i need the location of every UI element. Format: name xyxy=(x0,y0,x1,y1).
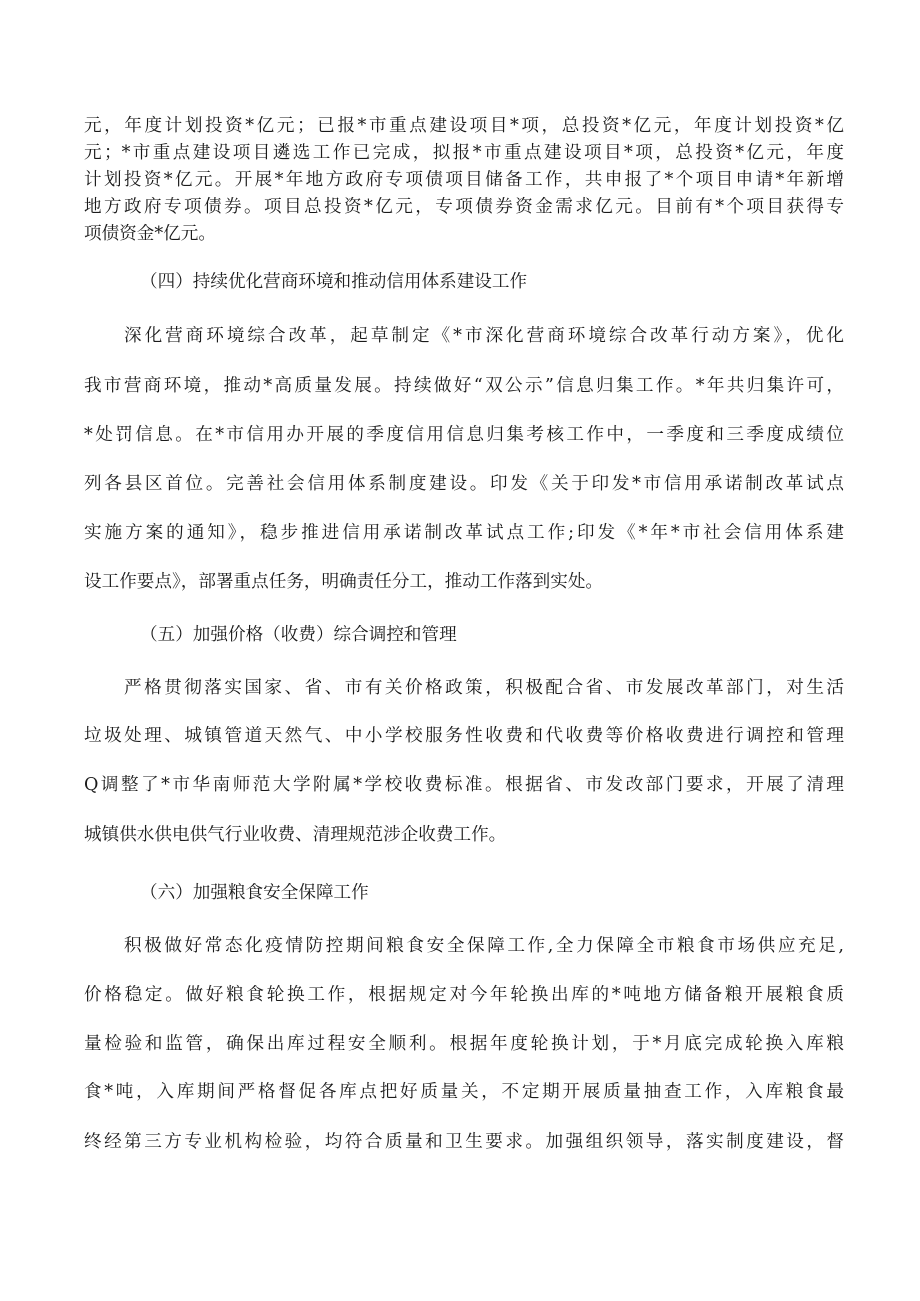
intro-line: 计划投资*亿元。开展*年地方政府专项债项目储备工作，共申报了*个项目申请*年新增 xyxy=(84,170,844,190)
intro-line: 元；*市重点建设项目遴选工作已完成，拟报*市重点建设项目*项，总投资*亿元，年度 xyxy=(84,143,844,163)
paragraph-line: 价格稳定。做好粮食轮换工作，根据规定对今年轮换出库的*吨地方储备粮开展粮食质 xyxy=(84,985,844,1005)
intro-line: 元，年度计划投资*亿元；已报*市重点建设项目*项，总投资*亿元，年度计划投资*亿 xyxy=(84,116,844,136)
section-heading-6: （六）加强粮食安全保障工作 xyxy=(140,883,369,903)
paragraph-line: 食*吨，入库期间严格督促各库点把好质量关，不定期开展质量抽查工作，入库粮食最 xyxy=(84,1082,844,1102)
paragraph-line: 设工作要点》，部署重点任务，明确责任分工，推动工作落到实处。 xyxy=(84,572,604,592)
paragraph-line: 列各县区首位。完善社会信用体系制度建设。印发《关于印发*市信用承诺制改革试点 xyxy=(84,474,844,494)
section-heading-5: （五）加强价格（收费）综合调控和管理 xyxy=(140,625,457,645)
paragraph-line: 量检验和监管，确保出库过程安全顺利。根据年度轮换计划，于*月底完成轮换入库粮 xyxy=(84,1034,844,1054)
intro-line: 地方政府专项债券。项目总投资*亿元，专项债券资金需求亿元。目前有*个项目获得专 xyxy=(84,197,844,217)
section-heading-4: （四）持续优化营商环境和推动信用体系建设工作 xyxy=(140,272,528,292)
intro-line: 项债资金*亿元。 xyxy=(84,224,216,244)
paragraph-line: 我市营商环境，推动*高质量发展。持续做好“双公示”信息归集工作。*年共归集许可， xyxy=(84,376,844,396)
paragraph-line: 严格贯彻落实国家、省、市有关价格政策，积极配合省、市发展改革部门，对生活 xyxy=(124,678,844,698)
paragraph-line: 深化营商环境综合改革，起草制定《*市深化营商环境综合改革行动方案》，优化 xyxy=(124,326,844,346)
paragraph-line: 城镇供水供电供气行业收费、清理规范涉企收费工作。 xyxy=(84,825,507,845)
paragraph-line: Q调整了*市华南师范大学附属*学校收费标准。根据省、市发改部门要求，开展了清理 xyxy=(84,775,844,795)
paragraph-line: 积极做好常态化疫情防控期间粮食安全保障工作,全力保障全市粮食市场供应充足, xyxy=(124,936,844,956)
paragraph-line: 实施方案的通知》，稳步推进信用承诺制改革试点工作;印发《*年*市社会信用体系建 xyxy=(84,523,844,543)
paragraph-line: *处罚信息。在*市信用办开展的季度信用信息归集考核工作中，一季度和三季度成绩位 xyxy=(84,425,844,445)
paragraph-line: 终经第三方专业机构检验，均符合质量和卫生要求。加强组织领导，落实制度建设，督 xyxy=(84,1132,844,1152)
paragraph-line: 垃圾处理、城镇管道天然气、中小学校服务性收费和代收费等价格收费进行调控和管理 xyxy=(84,726,844,746)
